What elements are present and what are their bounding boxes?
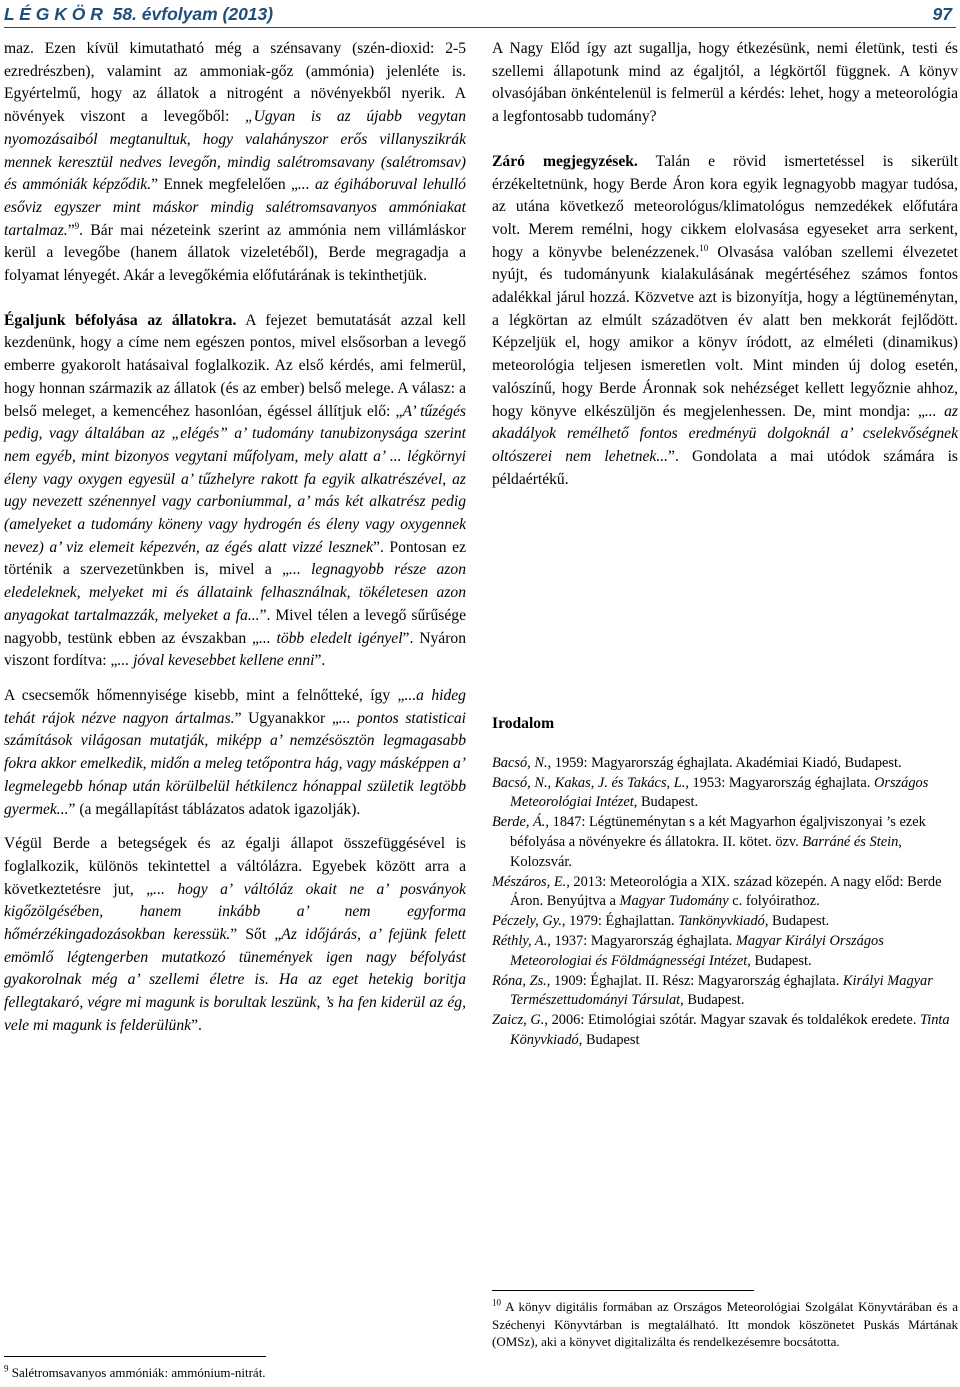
text-run: Péczely, Gy.: [492, 913, 562, 930]
reference-item: [492, 1011, 958, 1051]
text-run: Záró megjegyzések.: [492, 152, 638, 170]
text-run: A’ tűzégés pedig, vagy általában az „elégés” a’ tudomány tanubizonysága szerint nem egyéb, mint bizonyos vegytani műfolyam, mely alatt a’ ... légkörnyi éleny vagy oxygen egyesül a’ tűzhelyre rakott fa egyik alkatrészével, az ugy nevezett szénennyel vagy carboniummal, a’ más két alkatrész pedig (amelyeket a tudomány köneny vagy hydrogén és éleny vagy oxygennek nevez) a’ viz elemeit képezvén, az égés alatt vizzé lesznek: [4, 402, 466, 556]
text-run: , 1937: Magyarország éghajlata.: [547, 932, 736, 949]
text-run: , 2006: Etimológiai szótár. Magyar szavak és toldalékok eredete.: [544, 1012, 921, 1029]
text-run: Tankönyvkiadó: [678, 913, 765, 930]
text-run: , Budapest: [578, 1031, 640, 1048]
text-run: ” (a megállapítást táblázatos adatok igazolják).: [68, 800, 361, 818]
paragraph: [4, 833, 466, 1037]
footnote-ref: 9: [74, 220, 80, 231]
text-run: „Ugyan is az újabb vegytan nyomozásaiból megtanultuk, hogy valahányszor erős villanyszikrák mennek keresztül nedves levegőn, mindig salétromsavany (salétromsav) és ammóniák képződik.: [4, 108, 466, 194]
text-run: ” Sőt „: [230, 926, 282, 944]
text-run: Talán e rövid ismertetéssel is sikerült érzékeltetnünk, hogy Berde Áron kora egyik legnagyobb magyar tudósa, az utána következő meteorológus/klimatológus nemzedékek előfutára volt. Merem remélni, hogy cikkem elolvasása egyeseket arra serkent, hogy a könyvbe belenézzenek.: [492, 152, 958, 261]
text-run: Magyar Tudomány: [619, 893, 729, 910]
reference-list: [492, 754, 958, 1051]
text-run: , Budapest.: [764, 913, 830, 930]
text-run: , 1909: Éghajlat. II. Rész: Magyarország éghajlata.: [546, 972, 843, 989]
text-run: ” Ennek megfelelően „: [151, 176, 298, 194]
text-run: Barráné és Stein: [802, 833, 899, 850]
text-run: ”.: [191, 1016, 202, 1034]
text-run: Olvasása valóban szellemi élvezetet nyújt, és tudományunk kialakulásának megértéséhez számos fontos adalékkal járul hozzá. Közvetve azt is bizonyítja, hogy a légtüneménytan, a légkörtan az elmúlt századötven év alatt ben mekkorát fejlődött.: [492, 243, 959, 329]
reference-item: [492, 932, 958, 972]
text-run: c. folyóirathoz.: [728, 893, 820, 910]
footnote-10: [492, 1298, 958, 1351]
text-run: Királyi Magyar Természettudományi Társulat: [510, 972, 933, 1009]
text-run: Mészáros, E.: [492, 873, 567, 890]
text-run: ... pontos statisticai számítások világosan mutatják, miképp a’ nemzésösztön legmagasabb fokra akkor emelkedik, midőn a meleg tetőpontra hág, vagy másképpen a’ legmelegebb hónap után körülbelül hétkilencz hónappal születik legtöbb gyermek...: [4, 709, 467, 818]
text-run: ”. Gondolata a mai utódok számára is példaértékű.: [492, 447, 958, 488]
text-run: , Budapest.: [680, 992, 745, 1009]
reference-item: [492, 873, 958, 913]
paragraph: [4, 38, 466, 288]
text-run: ... hogy a’ váltóláz okait ne a’ posványok kigőzölgésében, hanem inkább a’ nem egyforma hőmérzékingadozásokban keressük.: [4, 880, 466, 944]
header-rule: [4, 27, 956, 28]
journal-title: L É G K Ö R 58. évfolyam (2013): [4, 4, 274, 24]
text-run: ”. Mivel télen a levegő sűrűsége nagyobb, testünk ebben az évszakban „: [4, 606, 466, 647]
footnote-text: A könyv digitális formában az Országos Meteorológiai Szolgálat Könyvtárában és a Széchenyi Könyvtárban is megtalálható. Itt mondok köszönetet Puskás Mártának (OMSz), aki a könyvet digitalizálta és rendelkezésemre bocsátotta.: [492, 1299, 958, 1349]
text-run: ” Ugyanakkor „: [234, 709, 339, 727]
text-run: ”.: [314, 652, 326, 670]
text-run: Képzeljük el, hogy amikor a könyv íródott, az elméleti (dinamikus) meteorológia teljesen ismeretlen volt. Mint minden új dolog esetén, valószínű, hogy Berde Áronnak sok nehézséget kellett legyőznie ahhoz, hogy könyve elkészüljön és megjelenhessen. De, mint mondja: „: [492, 334, 958, 420]
footnote-number: 10: [492, 1297, 501, 1308]
text-run: Magyar Királyi Országos Meteorologiai és Földmágnességi Intézet: [510, 932, 884, 969]
text-run: Országos Meteorológiai Intézet: [510, 774, 929, 811]
text-run: Zaicz, G.: [492, 1012, 545, 1029]
footnote-number: 9: [4, 1363, 9, 1374]
page-number: 97: [932, 4, 952, 24]
text-run: Bacsó, N.: [492, 754, 548, 771]
text-run: . Bár mai nézeteink szerint az ammónia nem villámláskor kerül a levegőbe (hanem állatok vizeletéből), Berde megragadja a folyamat lényegét. Akár a levegőkémia előfutárának is tekinthetjük.: [4, 221, 466, 285]
text-run: , Kolozsvár.: [510, 833, 902, 870]
text-run: ”. Pontosan ez történik a szervezetünkben is, mivel a „: [4, 538, 466, 579]
references-heading: Irodalom: [492, 715, 555, 732]
text-run: ... legnagyobb része azon eledeleknek, melyeket mi és állataink felhasználnak, tökéletesen azon anyagokat tartalmazzák, melyeket a fa...: [4, 561, 467, 624]
left-column: [4, 38, 466, 1038]
text-run: Bacsó, N., Kakas, J. és Takács, L.: [492, 774, 686, 791]
running-header: [4, 2, 952, 28]
paragraph: [492, 151, 958, 492]
text-run: Berde, Á.: [492, 814, 546, 831]
footnote-text: Salétromsavanyos ammóniák: ammónium-nitrát.: [8, 1365, 266, 1380]
text-run: ... több eledelt igényel: [258, 629, 403, 647]
text-run: , 1979: Éghajlattan.: [561, 913, 679, 930]
text-run: Réthly, A.: [492, 932, 548, 949]
text-run: , Budapest.: [747, 952, 812, 969]
footnote-ref: 10: [699, 242, 709, 253]
reference-item: [492, 912, 958, 932]
text-run: maz. Ezen kívül kimutatható még a szénsavany (szén-dioxid: 2-5 ezredrészben), valamint az ammoniak-gőz (ammónia) jelenléte is. Egyértelmű, hogy az állatok a nitrogént a növényekből nyerik. A növények viszont a levegőből:: [4, 40, 466, 126]
footnote-9: [4, 1364, 466, 1382]
text-run: , Budapest.: [633, 794, 699, 811]
text-run: ... az égiháboruval lehulló esőviz egyszer mint máskor mindig salétromsavanyos ammóniakat tartalmaz.: [4, 176, 466, 239]
text-run: Róna, Zs.: [492, 972, 547, 989]
reference-item: [492, 813, 958, 872]
right-column: [492, 38, 958, 491]
text-run: A Nagy Előd így azt sugallja, hogy étkezésünk, nemi életünk, testi és szellemi állapotunk mind az égaljtól, a légkörtől függnek. A könyv olvasójában önkéntelenül is felmerül a kérdés: lehet, hogy a meteorológia a legfontosabb tudomány?: [492, 40, 958, 126]
text-run: Végül Berde a betegségek és az égalji állapot összefüggésével is foglalkozik, különös tekintettel a váltólázra. Egyebek között arra a következtetésre jut, „: [4, 835, 466, 898]
text-run: ...a hideg tehát rájok nézve nagyon ártalmas.: [4, 686, 466, 727]
text-run: Az időjárás, a’ fejünk felett emömlő légtengerben mutatkozó tünemények igen nagy béfolyást gyakorolnak még a’ szellemi életre is. Ha az eget hetekig boritja fellegtakaró, végre mi magunk is borultak leszünk, ’s ha fen kiderül az ég, vele mi magunk is felderülünk: [4, 926, 466, 1034]
text-run: , 1953: Magyarország éghajlata.: [685, 774, 874, 791]
text-run: , 1959: Magyarország éghajlata. Akadémiai Kiadó, Budapest.: [547, 754, 902, 771]
text-run: ”. Nyáron viszont fordítva: „: [4, 629, 467, 670]
reference-item: [492, 754, 958, 774]
text-run: ... jóval kevesebbet kellene enni: [117, 652, 315, 670]
text-run: ”: [67, 221, 75, 239]
text-run: , 1847: Légtüneménytan s a két Magyarhon égaljviszonyai ’s ezek béfolyása a növényekre és állatokra. II. kötet. özv.: [510, 814, 926, 850]
text-run: , 2013: Meteorológia a XIX. század közepén. A nagy előd: Berde Áron. Benyújtva a: [510, 873, 942, 910]
paragraph: [4, 685, 466, 821]
reference-item: [492, 774, 958, 814]
footnote-rule: [492, 1290, 754, 1291]
text-run: Égaljunk béfolyása az állatokra.: [4, 311, 237, 329]
text-run: A fejezet bemutatását azzal kell kezdenünk, hogy a címe nem egészen pontos, mivel elsősorban a levegő emberre gyakorolt hatásaival foglalkozik. Az első kérdés, ami felmerül, hogy honnan származik az állatok (és az ember) belső melege. A válasz: a belső meleget, a kemencéhez hasonlóan, égéssel állítjuk elő: „: [4, 311, 466, 420]
text-run: A csecsemők hőmennyisége kisebb, mint a felnőtteké, így „: [4, 686, 405, 704]
paragraph: [4, 310, 466, 673]
references-section: [492, 714, 958, 1051]
footnote-rule: [4, 1356, 266, 1357]
reference-item: [492, 972, 958, 1012]
text-run: Tinta Könyvkiadó: [510, 1012, 950, 1048]
text-run: ... az akadályok remélhető fontos eredményü dolgoknál a’ cselekvőségnek oltószerei nem lehetnek...: [492, 402, 958, 465]
paragraph: [492, 38, 958, 129]
